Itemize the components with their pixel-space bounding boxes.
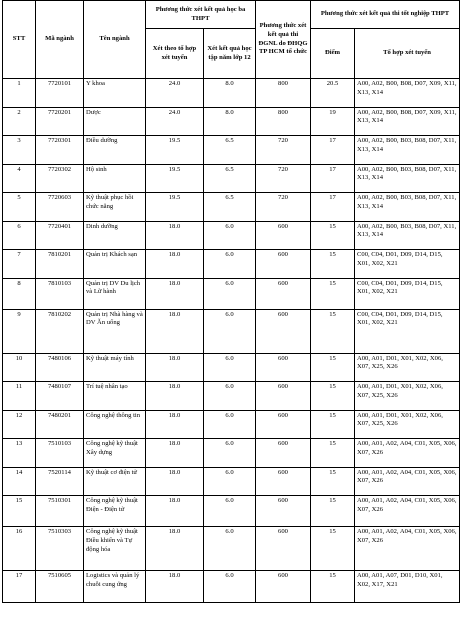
cell-hoc-ba-to-hop: 24.0 [146,107,204,136]
cell-ten-nganh: Kỹ thuật phục hồi chức năng [84,193,146,222]
cell-hoc-ba-lop12: 6.5 [204,136,256,165]
cell-diem: 20.5 [311,79,355,108]
cell-ma-nganh: 7510303 [36,527,84,571]
table-row [3,309,460,353]
cell-ma-nganh: 7720301 [36,136,84,165]
cell-dgnl: 600 [256,527,311,571]
cell-ten-nganh: Kỹ thuật cơ điện tử [84,467,146,496]
table-row [3,136,460,165]
cell-hoc-ba-to-hop: 18.0 [146,221,204,250]
cell-hoc-ba-lop12: 6.0 [204,353,256,382]
cell-to-hop: A00, A01, D01, X01, X02, X06, X07, X25, X26 [355,353,460,382]
table-row [3,410,460,439]
cell-to-hop: A00, A02, B00, B03, B08, D07, X11, X13, X14 [355,221,460,250]
cell-to-hop: A00, A02, B00, B03, B08, D07, X11, X13, X14 [355,164,460,193]
cell-to-hop: A00, A01, A02, A04, C01, X05, X06, X07, X26 [355,527,460,571]
cell-stt: 3 [3,136,36,165]
table-row [3,107,460,136]
cell-diem: 15 [311,439,355,468]
header-to-hop: Tổ hợp xét tuyển [355,29,460,79]
cell-hoc-ba-to-hop: 18.0 [146,250,204,279]
table-row [3,382,460,411]
cell-dgnl: 600 [256,410,311,439]
table-row [3,250,460,279]
cell-to-hop: A00, A01, A02, A04, C01, X05, X06, X07, X26 [355,496,460,527]
cell-ma-nganh: 7520114 [36,467,84,496]
cell-diem: 17 [311,193,355,222]
cell-diem: 15 [311,221,355,250]
cell-diem: 17 [311,164,355,193]
cell-hoc-ba-lop12: 6.0 [204,382,256,411]
cell-ma-nganh: 7720603 [36,193,84,222]
table-row [3,467,460,496]
cell-ma-nganh: 7720302 [36,164,84,193]
header-diem: Điểm [311,29,355,79]
cell-stt: 13 [3,439,36,468]
header-thpt-group: Phương thức xét kết quả thi tốt nghiệp THPT [311,1,460,29]
cell-hoc-ba-lop12: 6.0 [204,496,256,527]
header-hoc-ba-to-hop: Xét theo tổ hợp xét tuyển [146,29,204,79]
cell-hoc-ba-lop12: 6.0 [204,278,256,309]
cell-diem: 15 [311,527,355,571]
cell-stt: 1 [3,79,36,108]
cell-ma-nganh: 7810201 [36,250,84,279]
cell-ma-nganh: 7720101 [36,79,84,108]
table-row [3,278,460,309]
cell-ten-nganh: Kỹ thuật máy tính [84,353,146,382]
cell-stt: 15 [3,496,36,527]
cell-ten-nganh: Công nghệ kỹ thuật Điện - Điện tử [84,496,146,527]
cell-ten-nganh: Trí tuệ nhân tạo [84,382,146,411]
cell-ma-nganh: 7480107 [36,382,84,411]
cell-hoc-ba-lop12: 6.0 [204,527,256,571]
cell-stt: 9 [3,309,36,353]
cell-to-hop: A00, A02, B00, B03, B08, D07, X11, X13, X14 [355,136,460,165]
table-row [3,193,460,222]
cell-stt: 7 [3,250,36,279]
cell-ten-nganh: Logistics và quản lý chuỗi cung ứng [84,571,146,603]
header-ma-nganh: Mã ngành [36,1,84,79]
cell-diem: 15 [311,250,355,279]
cell-diem: 15 [311,309,355,353]
cell-dgnl: 720 [256,193,311,222]
cell-dgnl: 600 [256,439,311,468]
cell-to-hop: C00, C04, D01, D09, D14, D15, X01, X02, X21 [355,278,460,309]
cell-dgnl: 720 [256,164,311,193]
cell-hoc-ba-to-hop: 24.0 [146,79,204,108]
cell-ma-nganh: 7810103 [36,278,84,309]
cell-to-hop: C00, C04, D01, D09, D14, D15, X01, X02, X21 [355,250,460,279]
cell-hoc-ba-lop12: 6.0 [204,467,256,496]
cell-ten-nganh: Y khoa [84,79,146,108]
cell-to-hop: A00, A01, D01, X01, X02, X06, X07, X25, X26 [355,410,460,439]
table-row [3,527,460,571]
table-body [3,79,460,603]
cell-stt: 5 [3,193,36,222]
cell-ma-nganh: 7810202 [36,309,84,353]
cell-ten-nganh: Dược [84,107,146,136]
cell-dgnl: 600 [256,221,311,250]
cell-stt: 14 [3,467,36,496]
cell-ten-nganh: Quản trị Nhà hàng và DV Ăn uống [84,309,146,353]
cell-diem: 15 [311,571,355,603]
cell-hoc-ba-to-hop: 18.0 [146,382,204,411]
cell-ten-nganh: Quản trị DV Du lịch và Lữ hành [84,278,146,309]
cell-ma-nganh: 7480201 [36,410,84,439]
cell-ten-nganh: Công nghệ kỹ thuật Xây dựng [84,439,146,468]
cell-hoc-ba-lop12: 8.0 [204,107,256,136]
cell-ma-nganh: 7720401 [36,221,84,250]
cell-diem: 15 [311,353,355,382]
cell-to-hop: A00, A02, B00, B03, B08, D07, X11, X13, X14 [355,193,460,222]
cell-hoc-ba-lop12: 6.0 [204,439,256,468]
cell-diem: 17 [311,136,355,165]
cell-to-hop: A00, A01, A02, A04, C01, X05, X06, X07, X26 [355,467,460,496]
table-row [3,79,460,108]
cell-hoc-ba-lop12: 6.0 [204,250,256,279]
cell-dgnl: 600 [256,571,311,603]
cell-hoc-ba-to-hop: 18.0 [146,410,204,439]
cell-dgnl: 600 [256,309,311,353]
cell-stt: 2 [3,107,36,136]
cell-hoc-ba-lop12: 6.0 [204,571,256,603]
cell-to-hop: A00, A01, A07, D01, D10, X01, X02, X17, X21 [355,571,460,603]
admission-table-page [2,0,459,603]
cell-hoc-ba-to-hop: 18.0 [146,278,204,309]
cell-hoc-ba-to-hop: 18.0 [146,467,204,496]
cell-hoc-ba-to-hop: 18.0 [146,496,204,527]
cell-dgnl: 600 [256,250,311,279]
cell-hoc-ba-lop12: 6.5 [204,164,256,193]
cell-ten-nganh: Công nghệ kỹ thuật Điều khiển và Tự động hóa [84,527,146,571]
cell-stt: 12 [3,410,36,439]
cell-hoc-ba-to-hop: 18.0 [146,439,204,468]
cell-dgnl: 600 [256,278,311,309]
cell-stt: 4 [3,164,36,193]
cell-hoc-ba-lop12: 6.0 [204,309,256,353]
table-row [3,221,460,250]
cell-hoc-ba-to-hop: 18.0 [146,527,204,571]
cell-dgnl: 800 [256,79,311,108]
cell-ma-nganh: 7720201 [36,107,84,136]
cell-to-hop: A00, A02, B00, B08, D07, X09, X11, X13, X14 [355,79,460,108]
cell-stt: 8 [3,278,36,309]
admission-table [2,0,460,603]
cell-diem: 15 [311,278,355,309]
cell-ma-nganh: 7510301 [36,496,84,527]
cell-dgnl: 720 [256,136,311,165]
cell-hoc-ba-to-hop: 18.0 [146,309,204,353]
cell-dgnl: 600 [256,382,311,411]
header-hoc-ba-lop12: Xét kết quả học tập năm lớp 12 [204,29,256,79]
header-ten-nganh: Tên ngành [84,1,146,79]
cell-dgnl: 800 [256,107,311,136]
cell-stt: 17 [3,571,36,603]
cell-hoc-ba-lop12: 8.0 [204,79,256,108]
cell-to-hop: C00, C04, D01, D09, D14, D15, X01, X02, X21 [355,309,460,353]
cell-hoc-ba-to-hop: 18.0 [146,353,204,382]
cell-hoc-ba-to-hop: 18.0 [146,571,204,603]
cell-ten-nganh: Quản trị Khách sạn [84,250,146,279]
header-dgnl: Phương thức xét kết quả thi ĐGNL do ĐHQG TP HCM tổ chức [256,1,311,79]
cell-to-hop: A00, A01, D01, X01, X02, X06, X07, X25, X26 [355,382,460,411]
table-row [3,439,460,468]
cell-ten-nganh: Hộ sinh [84,164,146,193]
header-hoc-ba-group: Phương thức xét kết quả học ba THPT [146,1,256,29]
cell-ten-nganh: Điều dưỡng [84,136,146,165]
cell-hoc-ba-to-hop: 19.5 [146,164,204,193]
cell-ten-nganh: Dinh dưỡng [84,221,146,250]
header-stt: STT [3,1,36,79]
cell-dgnl: 600 [256,353,311,382]
cell-dgnl: 600 [256,496,311,527]
cell-diem: 15 [311,467,355,496]
table-row [3,353,460,382]
cell-diem: 19 [311,107,355,136]
cell-hoc-ba-lop12: 6.0 [204,410,256,439]
cell-stt: 11 [3,382,36,411]
cell-stt: 10 [3,353,36,382]
cell-ten-nganh: Công nghệ thông tin [84,410,146,439]
cell-ma-nganh: 7480106 [36,353,84,382]
table-row [3,164,460,193]
cell-stt: 16 [3,527,36,571]
cell-hoc-ba-lop12: 6.0 [204,221,256,250]
cell-diem: 15 [311,382,355,411]
cell-dgnl: 600 [256,467,311,496]
cell-hoc-ba-lop12: 6.5 [204,193,256,222]
cell-stt: 6 [3,221,36,250]
cell-to-hop: A00, A02, B00, B08, D07, X09, X11, X13, X14 [355,107,460,136]
cell-hoc-ba-to-hop: 19.5 [146,193,204,222]
cell-ma-nganh: 7510103 [36,439,84,468]
cell-to-hop: A00, A01, A02, A04, C01, X05, X06, X07, X26 [355,439,460,468]
cell-ma-nganh: 7510605 [36,571,84,603]
table-row [3,496,460,527]
cell-diem: 15 [311,410,355,439]
cell-diem: 15 [311,496,355,527]
table-row [3,571,460,603]
cell-hoc-ba-to-hop: 19.5 [146,136,204,165]
